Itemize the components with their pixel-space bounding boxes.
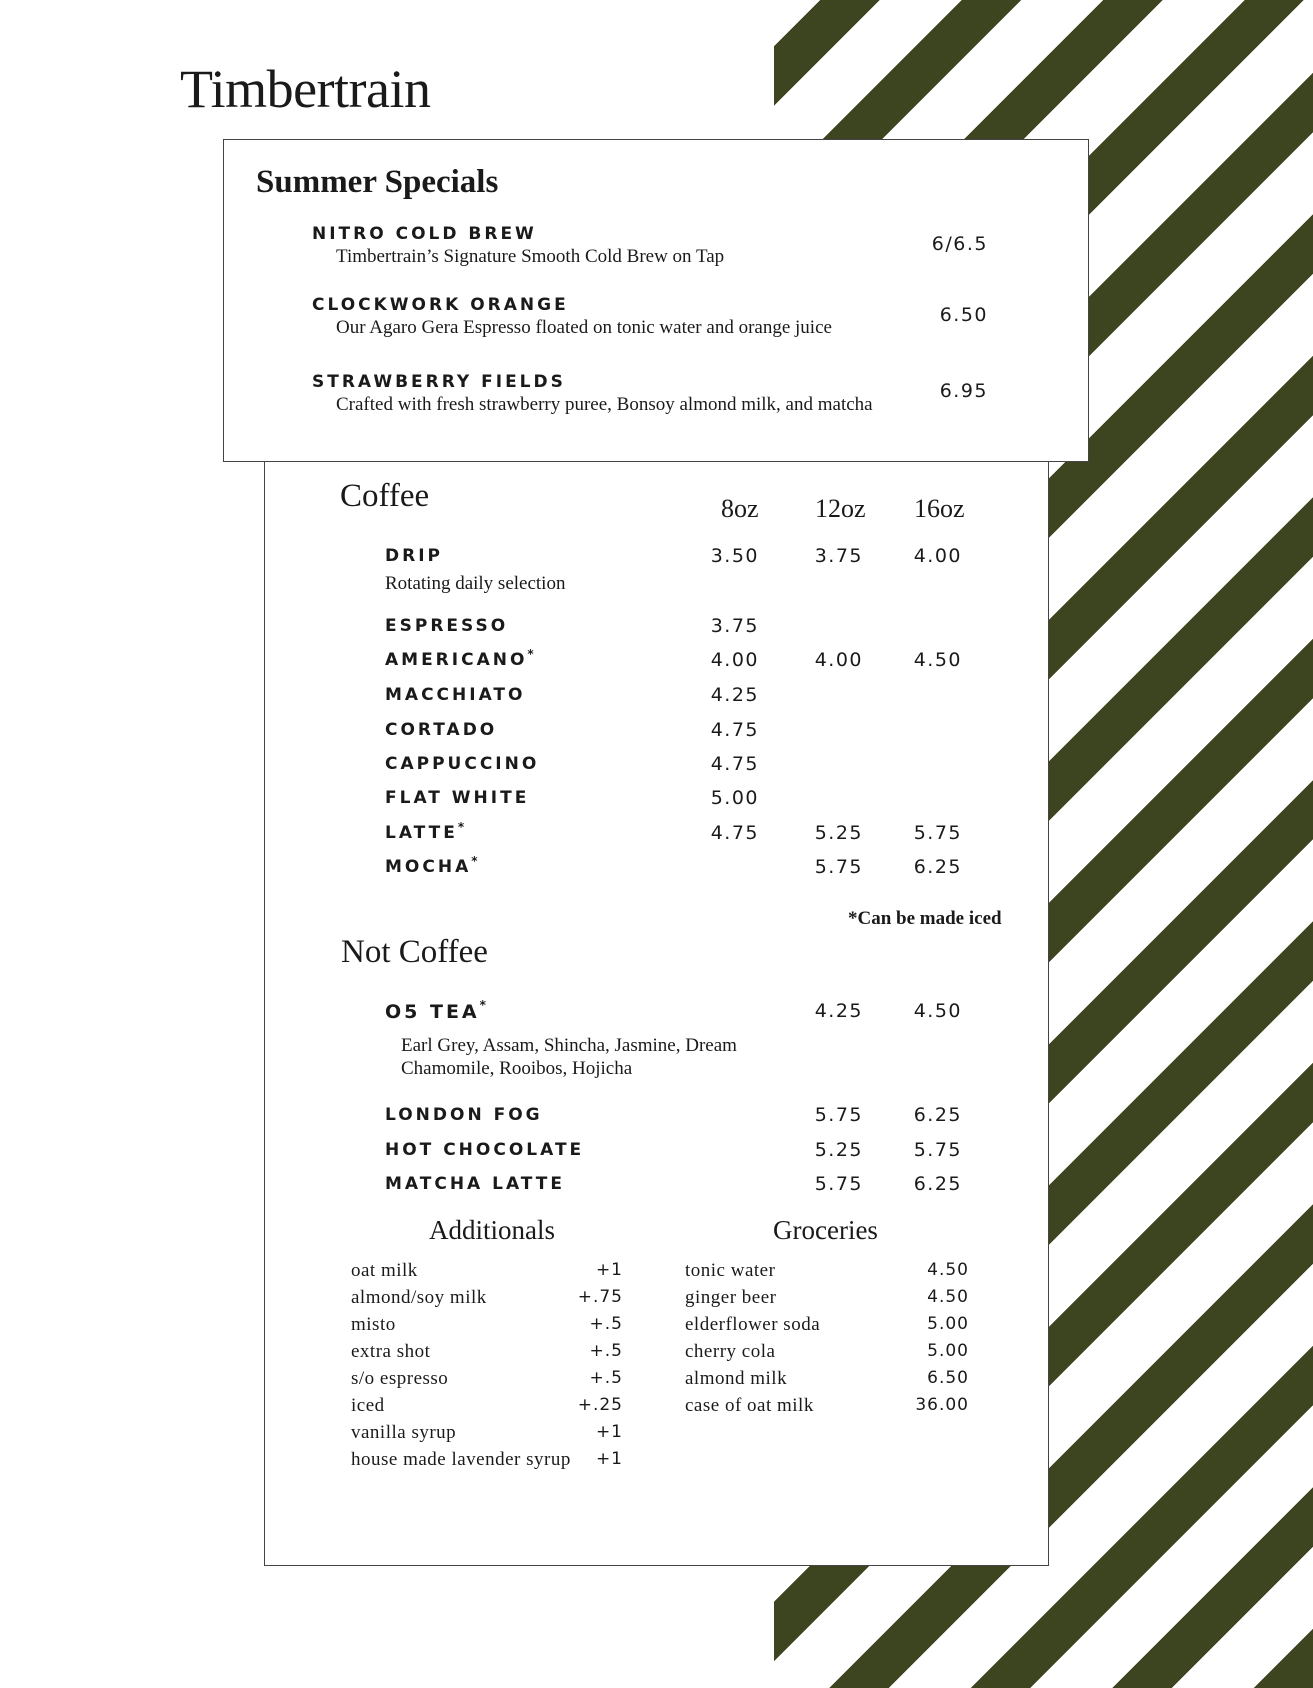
coffee-section-title: Coffee: [340, 478, 430, 514]
price-16oz: 4.50: [913, 649, 962, 671]
list-item: almond/soy milk +.75: [351, 1287, 623, 1308]
menu-item-name: O5 TEA*: [385, 998, 489, 1023]
not-coffee-section-title: Not Coffee: [341, 934, 488, 970]
groceries-title: Groceries: [773, 1215, 878, 1245]
list-item: cherry cola 5.00: [685, 1341, 969, 1362]
list-item: iced +.25: [351, 1395, 623, 1416]
list-item: vanilla syrup +1: [351, 1422, 623, 1443]
iced-note: *Can be made iced: [848, 908, 1002, 929]
menu-item-desc: Rotating daily selection: [385, 573, 566, 594]
size-header-16oz: 16oz: [914, 494, 965, 523]
summer-specials-box: [223, 139, 1089, 462]
specials-title: Summer Specials: [256, 164, 499, 200]
price-16oz: 5.75: [913, 1139, 962, 1161]
special-price: 6.50: [939, 304, 988, 326]
price-12oz: 4.00: [814, 649, 863, 671]
tea-varieties-line2: Chamomile, Rooibos, Hojicha: [401, 1058, 633, 1079]
price-12oz: 4.25: [814, 1000, 863, 1022]
price-8oz: 4.75: [710, 719, 759, 741]
price-8oz: 4.75: [710, 822, 759, 844]
price-12oz: 3.75: [814, 545, 863, 567]
list-item: case of oat milk 36.00: [685, 1395, 969, 1416]
price-8oz: 4.00: [710, 649, 759, 671]
menu-item-name: HOT CHOCOLATE: [385, 1140, 585, 1160]
price-12oz: 5.75: [814, 856, 863, 878]
price-12oz: 5.75: [814, 1104, 863, 1126]
price-8oz: 5.00: [710, 787, 759, 809]
menu-item-name: ESPRESSO: [385, 616, 509, 636]
list-item: elderflower soda 5.00: [685, 1314, 969, 1335]
additionals-list: [351, 1260, 623, 1476]
size-header-12oz: 12oz: [815, 494, 866, 523]
price-16oz: 5.75: [913, 822, 962, 844]
special-name: CLOCKWORK ORANGE: [312, 295, 569, 315]
special-desc: Crafted with fresh strawberry puree, Bonsoy almond milk, and matcha: [336, 394, 873, 415]
list-item: misto +.5: [351, 1314, 623, 1335]
menu-item-name: LONDON FOG: [385, 1105, 543, 1125]
special-name: STRAWBERRY FIELDS: [312, 372, 566, 392]
menu-item-name: CORTADO: [385, 720, 498, 740]
special-desc: Our Agaro Gera Espresso floated on tonic water and orange juice: [336, 317, 832, 338]
size-header-8oz: 8oz: [721, 494, 759, 523]
price-16oz: 6.25: [913, 1104, 962, 1126]
list-item: tonic water 4.50: [685, 1260, 969, 1281]
price-8oz: 3.75: [710, 615, 759, 637]
groceries-list: [685, 1260, 969, 1422]
additionals-title: Additionals: [429, 1215, 555, 1245]
tea-varieties-line1: Earl Grey, Assam, Shincha, Jasmine, Dream: [401, 1035, 737, 1056]
menu-item-name: AMERICANO*: [385, 647, 537, 670]
list-item: almond milk 6.50: [685, 1368, 969, 1389]
main-menu-box: [264, 460, 1049, 1566]
menu-item-name: CAPPUCCINO: [385, 754, 540, 774]
special-item: [312, 372, 1012, 416]
special-name: NITRO COLD BREW: [312, 224, 537, 244]
price-8oz: 3.50: [710, 545, 759, 567]
list-item: extra shot +.5: [351, 1341, 623, 1362]
special-item: [312, 295, 1012, 339]
price-16oz: 4.50: [913, 1000, 962, 1022]
menu-item-name: DRIP: [385, 546, 443, 566]
price-8oz: 4.75: [710, 753, 759, 775]
brand-title: Timbertrain: [180, 59, 431, 119]
menu-item-name: MOCHA*: [385, 854, 481, 877]
menu-item-name: LATTE*: [385, 820, 468, 843]
special-item: [312, 224, 1012, 268]
menu-item-name: FLAT WHITE: [385, 788, 530, 808]
list-item: oat milk +1: [351, 1260, 623, 1281]
special-price: 6/6.5: [931, 233, 988, 255]
special-desc: Timbertrain’s Signature Smooth Cold Brew on Tap: [336, 246, 725, 267]
price-12oz: 5.25: [814, 1139, 863, 1161]
list-item: house made lavender syrup +1: [351, 1449, 623, 1470]
menu-item-name: MACCHIATO: [385, 685, 526, 705]
list-item: s/o espresso +.5: [351, 1368, 623, 1389]
price-16oz: 6.25: [913, 1173, 962, 1195]
special-price: 6.95: [939, 380, 988, 402]
price-16oz: 4.00: [913, 545, 962, 567]
list-item: ginger beer 4.50: [685, 1287, 969, 1308]
price-12oz: 5.75: [814, 1173, 863, 1195]
price-12oz: 5.25: [814, 822, 863, 844]
price-8oz: 4.25: [710, 684, 759, 706]
price-16oz: 6.25: [913, 856, 962, 878]
menu-item-name: MATCHA LATTE: [385, 1174, 565, 1194]
